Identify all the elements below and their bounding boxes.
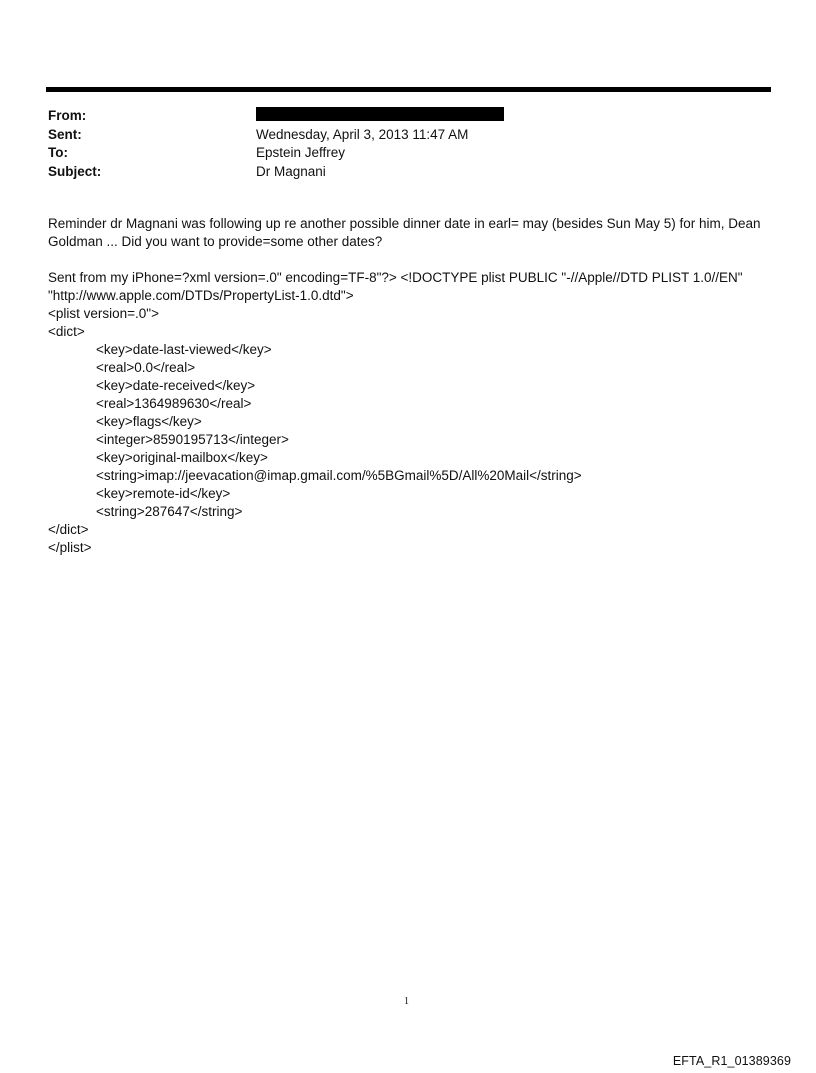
dict-entry: <real>1364989630</real> <box>96 396 252 411</box>
subject-value: Dr Magnani <box>256 163 326 179</box>
dict-entry: <key>date-received</key> <box>96 378 256 393</box>
dict-entry: <key>original-mailbox</key> <box>96 450 268 465</box>
dict-entry: <string>287647</string> <box>96 504 243 519</box>
body-line: Reminder dr Magnani was following up re another possible dinner date in earl= may (besides Sun May 5) for him, Dean <box>48 216 761 231</box>
from-value <box>256 107 504 126</box>
document-id: EFTA_R1_01389369 <box>672 1054 791 1068</box>
dict-entry: <key>date-last-viewed</key> <box>96 342 272 357</box>
header-divider <box>46 87 771 92</box>
dict-entry: <key>flags</key> <box>96 414 202 429</box>
dict-entry: <key>remote-id</key> <box>96 486 231 501</box>
email-header <box>48 107 748 181</box>
to-row <box>48 144 748 163</box>
dict-entry: <string>imap://jeevacation@imap.gmail.com/%5BGmail%5D/All%20Mail</string> <box>96 468 582 483</box>
plist-line: <dict> <box>48 324 85 339</box>
sent-label: Sent: <box>48 126 82 142</box>
page-number: 1 <box>404 996 409 1007</box>
plist-line: </dict> <box>48 522 89 537</box>
email-body <box>48 215 768 557</box>
from-label: From: <box>48 108 87 123</box>
plist-line: <plist version=.0"> <box>48 306 159 321</box>
sent-value: Wednesday, April 3, 2013 11:47 AM <box>256 126 469 142</box>
subject-row <box>48 163 748 182</box>
dict-entry: <integer>8590195713</integer> <box>96 432 289 447</box>
plist-line: </plist> <box>48 540 92 555</box>
sent-row <box>48 126 748 145</box>
body-line: Goldman ... Did you want to provide=some other dates? <box>48 234 383 249</box>
redaction-bar <box>256 107 504 121</box>
paragraph-gap <box>48 251 768 269</box>
dict-entry: <real>0.0</real> <box>96 360 196 375</box>
subject-label: Subject: <box>48 163 102 179</box>
plist-line: "http://www.apple.com/DTDs/PropertyList-1.0.dtd"> <box>48 288 354 303</box>
to-value: Epstein Jeffrey <box>256 145 346 160</box>
plist-line: Sent from my iPhone=?xml version=.0" encoding=TF-8"?> <!DOCTYPE plist PUBLIC "-//Apple//DTD PLIST 1.0//EN" <box>48 270 743 285</box>
from-row <box>48 107 748 126</box>
to-label: To: <box>48 145 68 160</box>
